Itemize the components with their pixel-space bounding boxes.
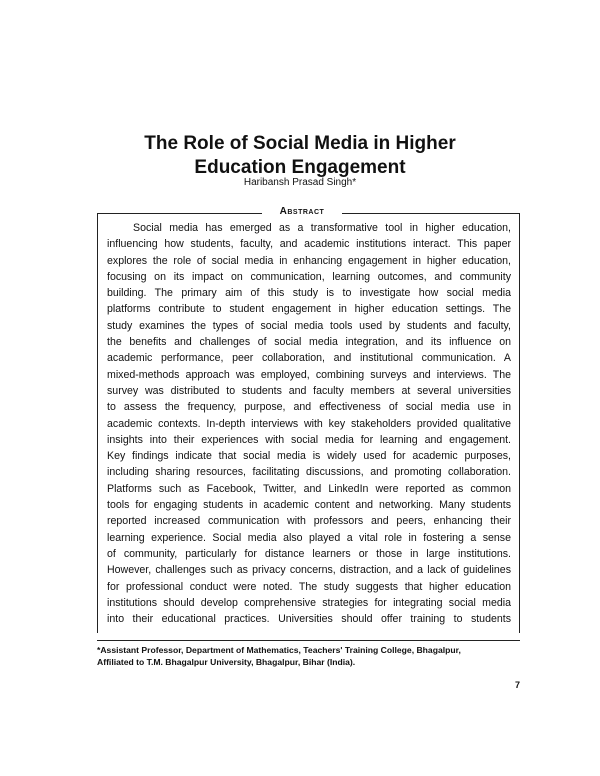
paper-title [0, 132, 600, 180]
footnote-line: Affiliated to T.M. Bhagalpur University, Bhagalpur, Bihar (India). [97, 657, 356, 667]
abstract-line: However, challenges such as privacy concerns, distraction, and a lack of guidelines [107, 564, 511, 577]
abstract-body [107, 220, 511, 627]
abstract-line: influencing how students, faculty, and academic institutions interact. This paper [107, 238, 511, 251]
abstract-line: including sharing resources, facilitating discussions, and promoting collaboration. [107, 466, 511, 479]
abstract-line: for professional conduct were noted. The study suggests that higher education [107, 580, 511, 593]
abstract-line: reported increased communication with professors and peers, enhancing their [107, 515, 511, 528]
footnote-divider [97, 640, 520, 641]
abstract-heading: Abstract [262, 205, 342, 219]
abstract-line: the benefits and challenges of social media integration, and its influence on [107, 336, 511, 349]
page-number: 7 [514, 680, 520, 690]
title-line: Education Engagement [194, 156, 406, 178]
footnote-line: *Assistant Professor, Department of Mathematics, Teachers' Training College, Bhagalpur, [97, 645, 461, 655]
abstract-line: institutions should develop comprehensive strategies for integrating social media [107, 596, 511, 609]
abstract-line: building. The primary aim of this study is to investigate how social media [107, 287, 511, 300]
abstract-line: mixed-methods approach was employed, combining surveys and interviews. The [107, 368, 511, 381]
abstract-line: Platforms such as Facebook, Twitter, and LinkedIn were reported as common [107, 482, 511, 495]
abstract-line: learning experience. Social media also played a vital role in fostering a sense [107, 531, 511, 544]
abstract-line: to assess the frequency, purpose, and effectiveness of social media use in [107, 401, 511, 414]
abstract-line: explores the role of social media in enhancing engagement in higher education, [107, 254, 511, 267]
abstract-line: academic contexts. In-depth interviews with key stakeholders provided qualitative [107, 417, 511, 430]
abstract-line: study examines the types of social media tools used by students and faculty, [107, 319, 511, 332]
abstract-line: survey was distributed to students and faculty members at several universities [107, 384, 511, 397]
abstract-line: Key findings indicate that social media is widely used for academic purposes, [107, 450, 511, 463]
abstract-line: into their educational practices. Universities should offer training to students [107, 613, 511, 626]
abstract-line: academic performance, peer collaboration, and institutional communication. A [107, 352, 511, 365]
abstract-line: Social media has emerged as a transformative tool in higher education, [133, 222, 511, 234]
author-affiliation-footnote [97, 644, 520, 668]
abstract-line: insights into their experiences with social media for learning and engagement. [107, 433, 511, 446]
author-name: Haribansh Prasad Singh* [243, 177, 357, 188]
abstract-line: tools for engaging students in academic content and networking. Many students [107, 499, 511, 512]
title-line: The Role of Social Media in Higher [144, 132, 456, 154]
abstract-line: platforms contribute to student engagement in higher education settings. The [107, 303, 511, 316]
abstract-line: focusing on its impact on communication, learning outcomes, and community [107, 270, 511, 283]
abstract-line: of community, particularly for distance learners or those in large institutions. [107, 547, 511, 560]
